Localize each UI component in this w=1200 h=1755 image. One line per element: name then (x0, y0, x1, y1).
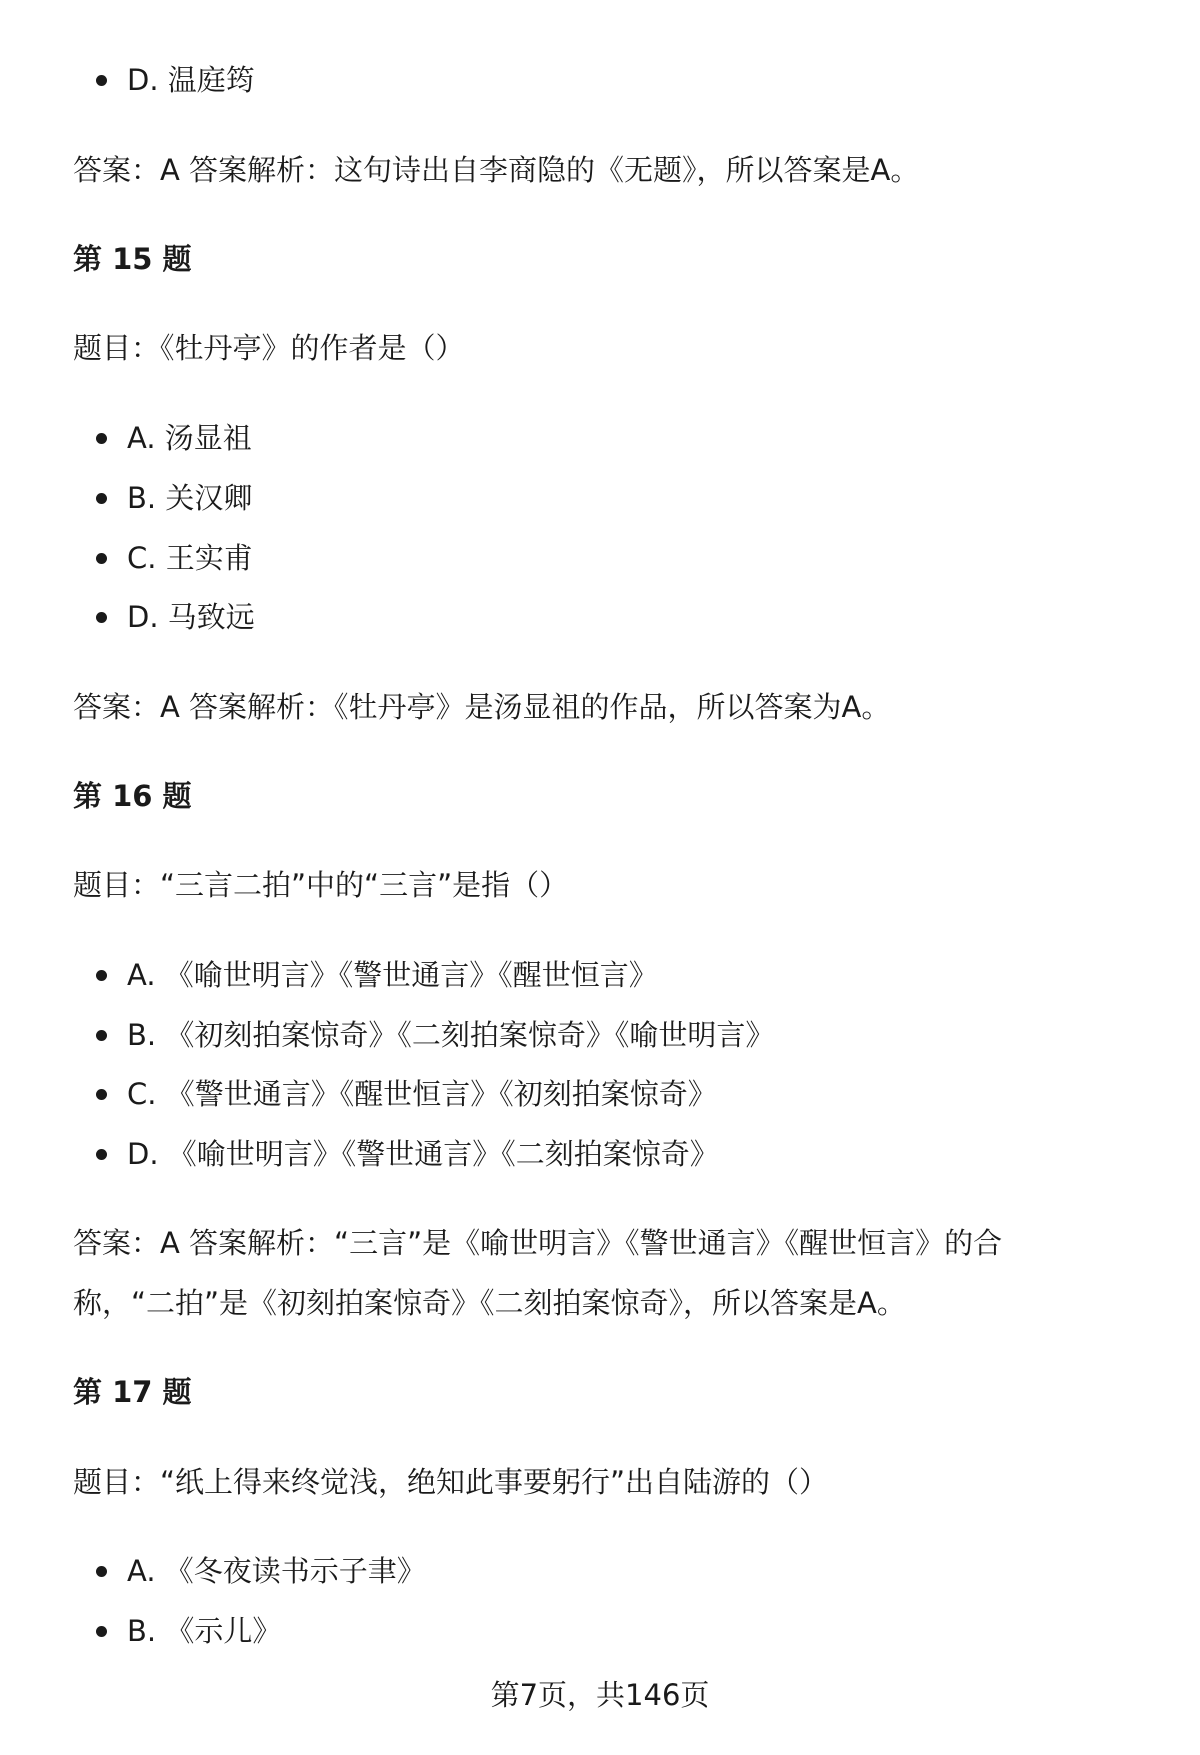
answer-text: 称，“二拍”是《初刻拍案惊奇》《二刻拍案惊奇》，所以答案是A。 (73, 1286, 906, 1320)
option-item: C. 王实甫 (96, 538, 253, 578)
option-item: B. 《初刻拍案惊奇》《二刻拍案惊奇》《喻世明言》 (96, 1015, 774, 1055)
bullet-icon (96, 1030, 107, 1041)
question-heading: 第 17 题 (73, 1375, 192, 1409)
question-text: 题目：“三言二拍”中的“三言”是指（） (73, 868, 569, 902)
option-item: D. 温庭筠 (96, 60, 255, 100)
bullet-icon (96, 553, 107, 564)
option-item: D. 马致远 (96, 597, 255, 637)
bullet-icon (96, 1626, 107, 1637)
bullet-icon (96, 1149, 107, 1160)
bullet-icon (96, 433, 107, 444)
question-heading: 第 15 题 (73, 242, 192, 276)
page-number: 第7页，共146页 (490, 1678, 710, 1712)
bullet-icon (96, 970, 107, 981)
option-item: A. 《喻世明言》《警世通言》《醒世恒言》 (96, 955, 658, 995)
bullet-icon (96, 612, 107, 623)
answer-text: 答案：A 答案解析：《牡丹亭》是汤显祖的作品，所以答案为A。 (73, 690, 891, 724)
option-item: B. 《示儿》 (96, 1611, 281, 1651)
answer-text: 答案：A 答案解析：这句诗出自李商隐的《无题》，所以答案是A。 (73, 153, 920, 187)
option-item: D. 《喻世明言》《警世通言》《二刻拍案惊奇》 (96, 1134, 719, 1174)
question-text: 题目：“纸上得来终觉浅，绝知此事要躬行”出自陆游的（） (73, 1465, 829, 1499)
option-item: C. 《警世通言》《醒世恒言》《初刻拍案惊奇》 (96, 1074, 717, 1114)
option-item: A. 汤显祖 (96, 418, 252, 458)
option-item: A. 《冬夜读书示子聿》 (96, 1551, 426, 1591)
question-heading: 第 16 题 (73, 779, 192, 813)
bullet-icon (96, 75, 107, 86)
option-item: B. 关汉卿 (96, 478, 252, 518)
question-text: 题目：《牡丹亭》的作者是（） (73, 331, 465, 365)
bullet-icon (96, 1566, 107, 1577)
bullet-icon (96, 493, 107, 504)
answer-text: 答案：A 答案解析：“三言”是《喻世明言》《警世通言》《醒世恒言》的合 (73, 1226, 1003, 1260)
bullet-icon (96, 1089, 107, 1100)
